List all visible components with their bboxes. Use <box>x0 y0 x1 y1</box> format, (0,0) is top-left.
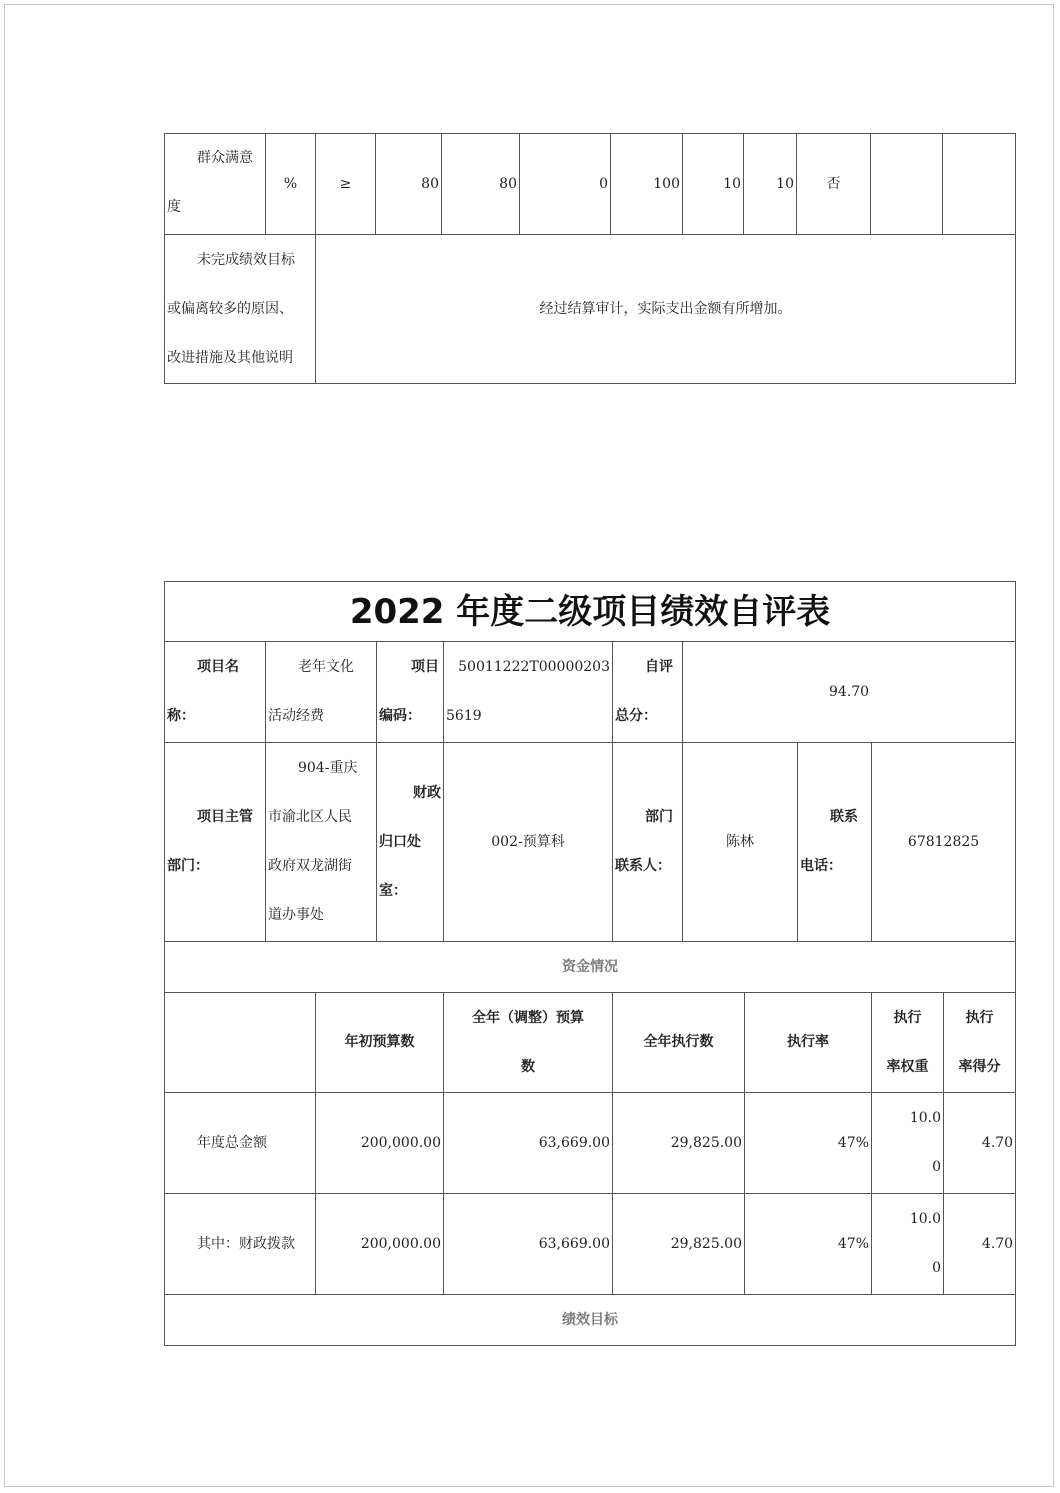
funds-row-executed: 29,825.00 <box>613 1194 745 1295</box>
table-row <box>165 582 1016 642</box>
funds-header-weight-line1: 执行 <box>893 1009 922 1026</box>
explanation-content-cell: 经过结算审计，实际支出金额有所增加。 <box>316 235 1016 384</box>
funds-row-weight-line2: 0 <box>932 1159 941 1175</box>
funds-header-rate: 执行率 <box>745 993 872 1093</box>
page-title: 2022 年度二级项目绩效自评表 <box>165 582 1016 642</box>
table-row <box>165 134 1016 235</box>
funds-header-score <box>944 993 1016 1093</box>
value5-cell: 10 <box>744 134 797 235</box>
indicator-name-line2: 度 <box>167 199 181 215</box>
extra2-cell <box>943 134 1016 235</box>
finance-office-label-line1: 财政 <box>413 784 441 801</box>
project-name-label-line2: 称： <box>167 708 195 724</box>
project-name-value-line2: 活动经费 <box>268 708 324 724</box>
funds-header-executed: 全年执行数 <box>613 993 745 1093</box>
project-name-value <box>266 642 377 743</box>
value4-cell: 10 <box>683 134 744 235</box>
indicator-continuation-table <box>164 133 1016 384</box>
performance-self-evaluation-table <box>164 581 1016 1346</box>
funds-header-adjusted <box>444 993 613 1093</box>
finance-office-label-line2: 归口处 <box>379 833 421 850</box>
project-code-value-line2: 5619 <box>446 708 482 724</box>
finance-office-label <box>377 743 444 942</box>
project-code-label-line1: 项目 <box>411 659 439 675</box>
project-name-label-line1: 项目名 <box>197 659 239 675</box>
phone-value: 67812825 <box>872 743 1016 942</box>
indicator-name-line1: 群众满意 <box>197 150 253 166</box>
contact-label <box>613 743 683 942</box>
value3-cell: 100 <box>611 134 683 235</box>
funds-row-score: 4.70 <box>944 1194 1016 1295</box>
finance-office-value: 002-预算科 <box>444 743 613 942</box>
indicator-name-cell <box>165 134 266 235</box>
dept-label-line1: 项目主管 <box>197 809 253 825</box>
self-score-label-line1: 自评 <box>645 659 673 675</box>
project-code-value-line1: 50011222T00000203 <box>458 659 610 675</box>
phone-label <box>798 743 872 942</box>
table-row <box>165 942 1016 993</box>
funds-row-initial: 200,000.00 <box>316 1093 444 1194</box>
funds-row-weight <box>872 1194 944 1295</box>
explanation-label-line2: 或偏离较多的原因、 <box>167 300 293 317</box>
funds-row-label: 年度总金额 <box>165 1093 316 1194</box>
project-name-label <box>165 642 266 743</box>
explanation-label-line3: 改进措施及其他说明 <box>167 349 293 366</box>
phone-label-line2: 电话： <box>800 858 842 874</box>
funds-row-weight-line2: 0 <box>932 1260 941 1276</box>
self-score-label <box>613 642 683 743</box>
target-cell: 80 <box>376 134 442 235</box>
funds-header-adjusted-line2: 数 <box>521 1058 535 1075</box>
dept-value-line2: 市渝北区人民 <box>268 809 352 825</box>
value2-cell: 0 <box>520 134 611 235</box>
finance-office-label-line3: 室： <box>379 882 407 899</box>
funds-row-rate: 47% <box>745 1093 872 1194</box>
table-row <box>165 993 1016 1093</box>
flag-cell: 否 <box>797 134 871 235</box>
table-row <box>165 642 1016 743</box>
funds-header-weight <box>872 993 944 1093</box>
project-code-label <box>377 642 444 743</box>
dept-value-line4: 道办事处 <box>268 907 324 923</box>
funds-row-rate: 47% <box>745 1194 872 1295</box>
self-score-value: 94.70 <box>683 642 1016 743</box>
funds-header-blank <box>165 993 316 1093</box>
funds-row-label: 其中：财政拨款 <box>165 1194 316 1295</box>
dept-value-line3: 政府双龙湖街 <box>268 858 352 874</box>
value1-cell: 80 <box>442 134 520 235</box>
funds-row-weight-line1: 10.0 <box>909 1211 941 1227</box>
self-score-label-line2: 总分： <box>615 708 657 724</box>
extra1-cell <box>871 134 943 235</box>
contact-label-line2: 联系人： <box>615 858 671 874</box>
table-row <box>165 1295 1016 1346</box>
funds-section-heading: 资金情况 <box>165 942 1016 993</box>
funds-row-adjusted: 63,669.00 <box>444 1093 613 1194</box>
funds-header-score-line2: 率得分 <box>958 1058 1001 1075</box>
funds-header-adjusted-line1: 全年（调整）预算 <box>472 1009 584 1026</box>
funds-row-score: 4.70 <box>944 1093 1016 1194</box>
dept-label-line2: 部门： <box>167 858 209 874</box>
table-row <box>165 743 1016 942</box>
goals-section-heading: 绩效目标 <box>165 1295 1016 1346</box>
dept-value <box>266 743 377 942</box>
funds-row-weight <box>872 1093 944 1194</box>
table-row <box>165 235 1016 384</box>
funds-row-executed: 29,825.00 <box>613 1093 745 1194</box>
funds-header-weight-line2: 率权重 <box>886 1058 929 1075</box>
dept-value-line1: 904-重庆 <box>298 760 358 776</box>
funds-header-score-line1: 执行 <box>965 1009 994 1026</box>
project-code-label-line2: 编码： <box>379 708 421 724</box>
contact-value: 陈林 <box>683 743 798 942</box>
operator-cell: ≥ <box>316 134 376 235</box>
project-code-value <box>444 642 613 743</box>
funds-row-weight-line1: 10.0 <box>909 1110 941 1126</box>
project-name-value-line1: 老年文化 <box>298 659 354 675</box>
funds-header-initial: 年初预算数 <box>316 993 444 1093</box>
funds-row-adjusted: 63,669.00 <box>444 1194 613 1295</box>
unit-cell: % <box>266 134 316 235</box>
phone-label-line1: 联系 <box>830 809 858 825</box>
contact-label-line1: 部门 <box>645 809 673 825</box>
table-row <box>165 1093 1016 1194</box>
table-row <box>165 1194 1016 1295</box>
explanation-label-line1: 未完成绩效目标 <box>197 251 295 268</box>
funds-row-initial: 200,000.00 <box>316 1194 444 1295</box>
dept-label <box>165 743 266 942</box>
explanation-label-cell <box>165 235 316 384</box>
